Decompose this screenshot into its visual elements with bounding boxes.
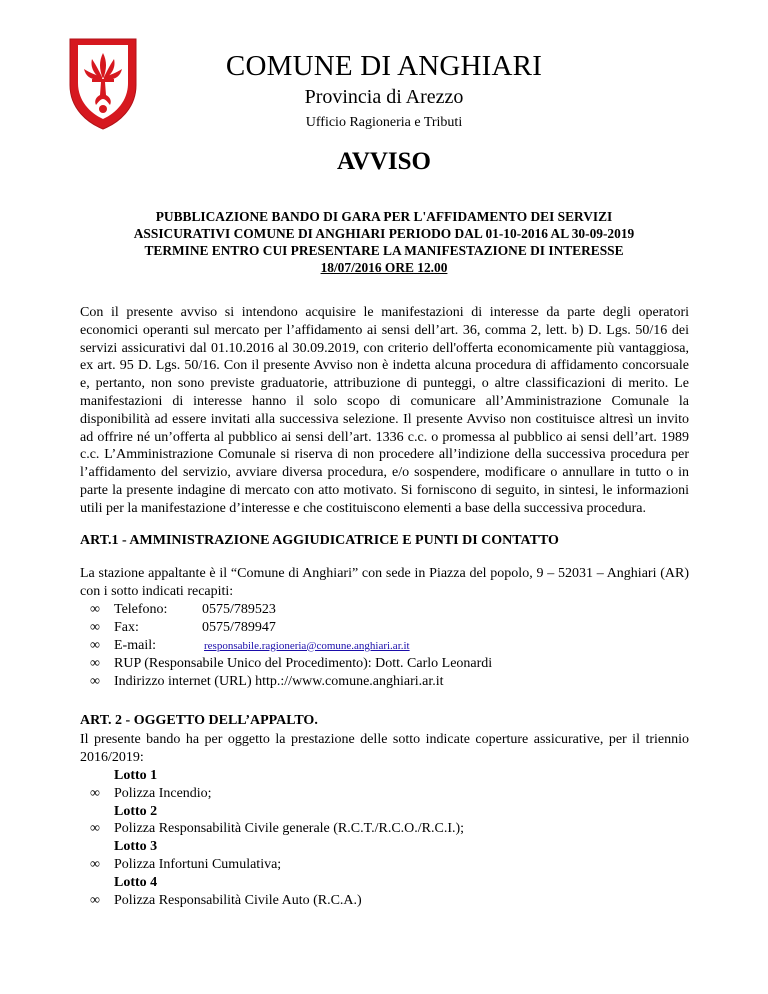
lot-label-4: Lotto 4 — [114, 874, 158, 890]
contact-list — [80, 601, 690, 691]
lot-item-2: Polizza Responsabilità Civile generale (R.C.T./R.C.O./R.C.I.); — [114, 821, 465, 837]
list-item — [80, 892, 690, 910]
art1-heading: ART.1 - AMMINISTRAZIONE AGGIUDICATRICE E PUNTI DI CONTATTO — [80, 533, 559, 548]
list-item — [80, 655, 690, 673]
notice-title: AVVISO — [336, 148, 432, 175]
rup-text: RUP (Responsabile Unico del Procedimento): Dott. Carlo Leonardi — [114, 656, 493, 672]
province-name: Provincia di Arezzo — [304, 86, 464, 108]
phone-number: 0575/789523 — [202, 602, 276, 617]
subject-line-2: ASSICURATIVI COMUNE DI ANGHIARI PERIODO DAL 01-10-2016 AL 30-09-2019 — [133, 226, 635, 241]
subject-line-3: TERMINE ENTRO CUI PRESENTARE LA MANIFESTAZIONE DI INTERESSE — [144, 243, 624, 258]
list-item — [80, 601, 690, 619]
bullet-icon: ∞ — [90, 674, 100, 690]
fax-label: Fax: — [114, 619, 139, 635]
bullet-icon: ∞ — [90, 821, 100, 837]
art1-text: La stazione appaltante è il “Comune di Anghiari” con sede in Piazza del popolo, 9 – 52031 – Anghiari (AR) con i sotto indicati recapiti: — [80, 566, 689, 599]
list-item — [80, 820, 690, 838]
bullet-icon: ∞ — [90, 856, 100, 872]
bullet-icon: ∞ — [90, 637, 100, 653]
list-item — [80, 619, 690, 637]
art2-heading: ART. 2 - OGGETTO DELL’APPALTO. — [80, 713, 318, 728]
art2-text: Il presente bando ha per oggetto la prestazione delle sotto indicate coperture assicurative, per il triennio 2016/2019: — [80, 732, 689, 765]
bullet-icon: ∞ — [90, 602, 100, 617]
lots-list — [80, 767, 690, 909]
fax-number: 0575/789947 — [202, 619, 276, 635]
municipality-name: COMUNE DI ANGHIARI — [225, 50, 543, 82]
list-item — [80, 785, 690, 803]
office-name: Ufficio Ragioneria e Tributi — [305, 115, 463, 130]
email-link[interactable]: responsabile.ragioneria@comune.anghiari.ar.it — [204, 639, 410, 652]
lot-label-2: Lotto 2 — [114, 803, 158, 819]
subject-line-1: PUBBLICAZIONE BANDO DI GARA PER L'AFFIDAMENTO DEI SERVIZI — [155, 209, 613, 224]
deadline: 18/07/2016 ORE 12.00 — [320, 260, 448, 275]
phone-label: Telefono: — [114, 602, 168, 617]
email-label: E-mail: — [114, 637, 156, 653]
website-text: Indirizzo internet (URL) http.://www.comune.anghiari.ar.it — [114, 674, 444, 690]
lot-item-1: Polizza Incendio; — [114, 785, 212, 801]
notice-subject — [80, 208, 688, 276]
lot-label-1: Lotto 1 — [114, 768, 158, 783]
bullet-icon: ∞ — [90, 892, 100, 908]
list-item — [80, 673, 690, 691]
lot-item-3: Polizza Infortuni Cumulativa; — [114, 856, 282, 872]
lot-item-4: Polizza Responsabilità Civile Auto (R.C.A.) — [114, 892, 362, 908]
lot-label-3: Lotto 3 — [114, 839, 158, 855]
bullet-icon: ∞ — [90, 656, 100, 672]
list-item — [80, 637, 690, 656]
bullet-icon: ∞ — [90, 619, 100, 635]
bullet-icon: ∞ — [90, 785, 100, 801]
list-item — [80, 856, 690, 874]
intro-paragraph: Con il presente avviso si intendono acquisire le manifestazioni di interesse da parte degli operatori economici operanti sul mercato per l’affidamento ai sensi dell’art. 36, comma 2, lett. b) D. Lgs. 50/16 dei servizi assicurativi dal 01.10.2016 al 30.09.2019, con criterio dell'offerta economicamente più vantaggiosa, ex art. 95 D. Lgs. 50/16. Con il presente Avviso non è indetta alcuna procedura di affidamento concorsuale e, pertanto, non sono previste graduatorie, attribuzione di punteggi, o altre classificazioni di merito. Le manifestazioni di interesse hanno il solo scopo di comunicare all’Amministrazione Comunale la disponibilità ad essere invitati alla successiva selezione. Il presente Avviso non costituisce altresì un invito ad offrire né un’offerta al pubblico ai sensi dell’art. 1336 c.c. o promessa al pubblico ai sensi dell’art. 1989 c.c. L’Amministrazione Comunale si riserva di non procedere all’indizione della successiva procedura per l’affidamento del servizio, avviare diversa procedura, e/o sospendere, modificare o annullare in tutto o in parte la presente indagine di mercato con atto motivato. Si forniscono di seguito, in sintesi, le informazioni utili per la manifestazione d’interesse e che costituiscono elementi a base della successiva procedura. — [80, 305, 689, 516]
